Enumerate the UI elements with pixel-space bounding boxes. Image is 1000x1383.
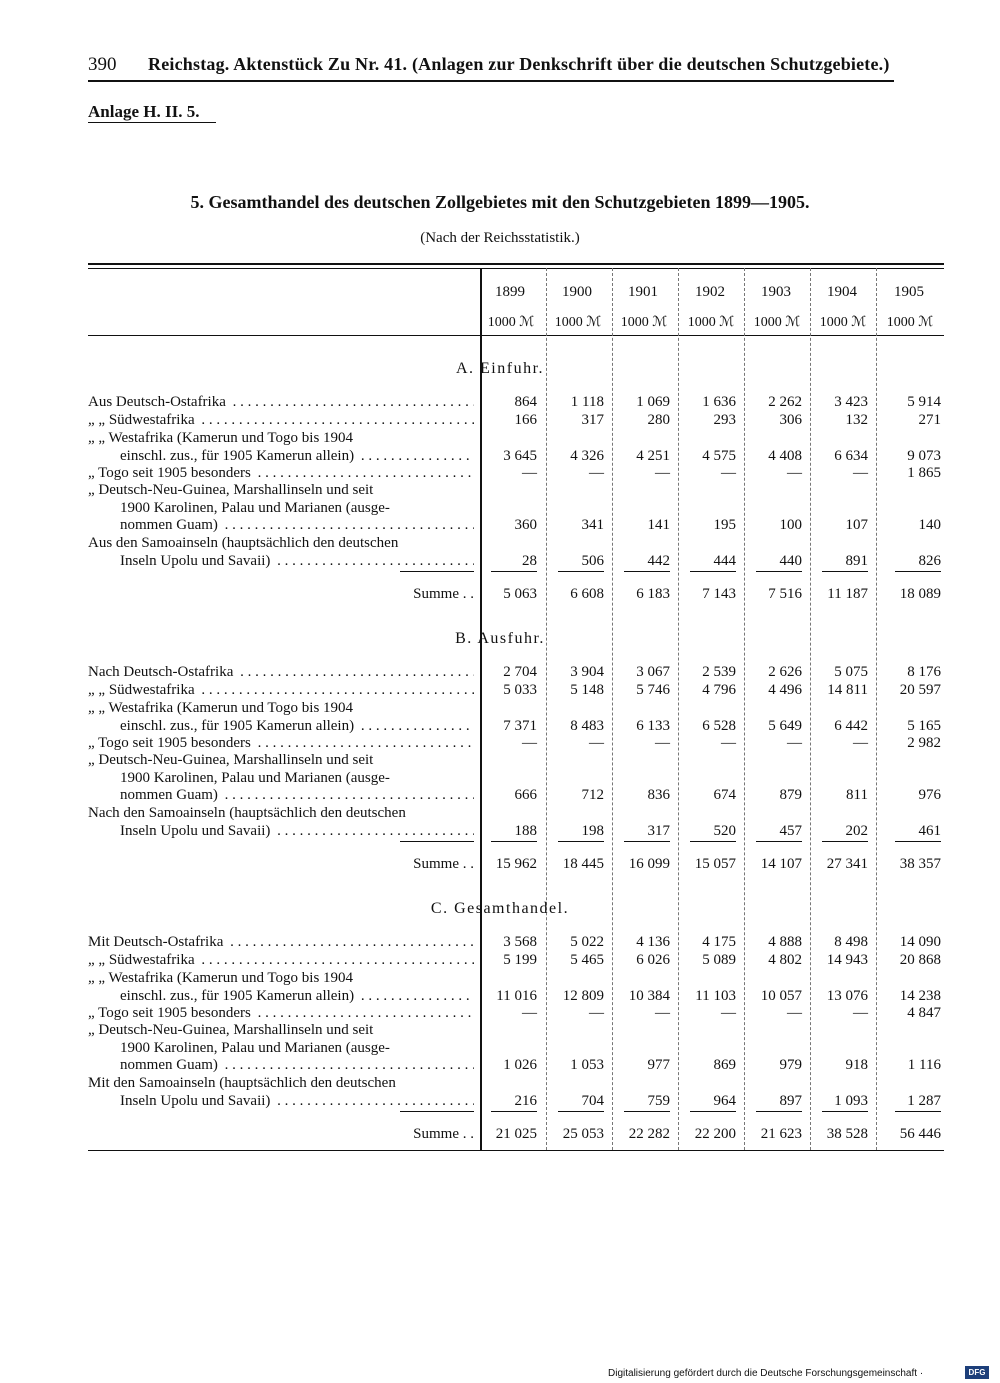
table-cell: 360 — [514, 517, 537, 533]
year-header: 1901 — [628, 284, 658, 300]
table-cell: 107 — [845, 517, 868, 533]
table-header-rule — [88, 335, 944, 336]
year-header: 1900 — [562, 284, 592, 300]
table-cell: — — [853, 1005, 868, 1021]
sum-rule — [558, 841, 604, 842]
table-cell: — — [721, 1005, 736, 1021]
table-cell: 759 — [647, 1092, 670, 1109]
table-cell: 712 — [581, 787, 604, 803]
table-cell: 4 796 — [702, 682, 736, 698]
table-cell: 444 — [713, 552, 736, 569]
table-cell: 4 847 — [907, 1005, 941, 1021]
unit-header: 1000 ℳ — [753, 315, 801, 330]
sum-rule — [822, 571, 868, 572]
row-label — [88, 1057, 474, 1075]
table-cell: 8 176 — [907, 664, 941, 680]
table-cell: 811 — [846, 787, 868, 803]
table-cell: 216 — [514, 1092, 537, 1109]
table-cell: — — [655, 465, 670, 481]
table-cell: 5 022 — [570, 934, 604, 950]
table-cell: 869 — [713, 1057, 736, 1073]
table-cell: 1 093 — [834, 1092, 868, 1109]
table-cell: 317 — [581, 412, 604, 428]
year-header: 1904 — [827, 284, 857, 300]
table-cell: 12 809 — [562, 987, 604, 1004]
unit-header: 1000 ℳ — [819, 315, 867, 330]
table-cell: 2 262 — [768, 394, 802, 410]
column-separator — [876, 268, 877, 1150]
sum-cell: 14 107 — [760, 856, 802, 872]
table-cell: 5 649 — [768, 717, 802, 734]
table-cell: 4 496 — [768, 682, 802, 698]
sum-rule — [690, 571, 736, 572]
table-cell: 6 133 — [636, 717, 670, 734]
table-cell: — — [853, 735, 868, 751]
table-cell: 280 — [647, 412, 670, 428]
table-cell: — — [522, 465, 537, 481]
table-cell: 166 — [514, 412, 537, 428]
table-top-rule — [88, 263, 944, 265]
table-cell: 271 — [918, 412, 941, 428]
row-label — [88, 553, 474, 571]
table-cell: 5 746 — [636, 682, 670, 698]
sum-rule — [491, 1111, 537, 1112]
row-label — [88, 752, 474, 770]
table-cell: 864 — [514, 394, 537, 410]
table-cell: 3 568 — [503, 934, 537, 950]
row-label — [88, 448, 474, 466]
sum-rule — [756, 571, 802, 572]
row-label — [88, 823, 474, 841]
sum-cell: 38 528 — [826, 1126, 868, 1142]
row-label-text: Aus Deutsch-Ostafrika — [88, 394, 229, 410]
annex-underline — [88, 122, 216, 123]
row-label-text: „ Togo seit 1905 besonders — [88, 465, 254, 481]
row-label — [88, 934, 474, 952]
sum-rule — [895, 571, 941, 572]
table-cell: — — [589, 1005, 604, 1021]
row-label — [88, 465, 474, 483]
header-rule — [88, 80, 894, 82]
sum-cell: 27 341 — [826, 856, 868, 872]
table-cell: 188 — [514, 822, 537, 839]
table-cell: 2 982 — [907, 735, 941, 751]
table-cell: 826 — [918, 552, 941, 569]
sum-rule — [491, 571, 537, 572]
section-title: A. Einfuhr. — [455, 360, 545, 377]
table-cell: 8 483 — [570, 717, 604, 734]
row-label — [88, 700, 474, 718]
table-cell: — — [522, 1005, 537, 1021]
table-top-rule-thin — [88, 268, 944, 269]
sum-cell: 18 445 — [562, 856, 604, 872]
table-cell: 5 465 — [570, 952, 604, 968]
unit-header: 1000 ℳ — [554, 315, 602, 330]
row-label-text: „ „ Südwestafrika — [88, 682, 198, 698]
table-cell: 891 — [845, 552, 868, 569]
table-cell: 306 — [779, 412, 802, 428]
table-cell: 3 645 — [503, 447, 537, 464]
row-label-text: nommen Guam) — [120, 517, 221, 533]
row-label — [88, 770, 474, 788]
table-cell: 4 802 — [768, 952, 802, 968]
table-cell: 4 251 — [636, 447, 670, 464]
sum-rule — [756, 1111, 802, 1112]
row-label — [88, 1040, 474, 1058]
row-label — [88, 1005, 474, 1023]
table-cell: 1 865 — [907, 465, 941, 481]
table-cell: 5 148 — [570, 682, 604, 698]
row-label-text: „ Togo seit 1905 besonders — [88, 1005, 254, 1021]
sum-rule — [895, 841, 941, 842]
table-cell: 5 165 — [907, 717, 941, 734]
row-label-text: „ „ Westafrika (Kamerun und Togo bis 1904 — [88, 430, 356, 446]
table-cell: 4 408 — [768, 447, 802, 464]
row-label-text: „ Deutsch-Neu-Guinea, Marshallinseln und seit — [88, 752, 376, 768]
sum-label: Summe . . — [413, 856, 474, 872]
table-cell: 1 118 — [570, 394, 604, 410]
row-label — [88, 988, 474, 1006]
row-label-text: Nach den Samoainseln (hauptsächlich den deutschen — [88, 805, 409, 821]
table-cell: 3 904 — [570, 664, 604, 680]
table-cell: 8 498 — [834, 934, 868, 950]
table-cell: — — [853, 465, 868, 481]
year-header: 1905 — [894, 284, 924, 300]
sum-cell: 15 057 — [694, 856, 736, 872]
table-cell: 140 — [918, 517, 941, 533]
year-header: 1899 — [495, 284, 525, 300]
row-label-text: Nach Deutsch-Ostafrika — [88, 664, 236, 680]
table-cell: 100 — [779, 517, 802, 533]
table-cell: 195 — [713, 517, 736, 533]
table-cell: 6 528 — [702, 717, 736, 734]
table-cell: 14 238 — [899, 987, 941, 1004]
sum-cell: 5 063 — [503, 586, 537, 602]
table-cell: 5 199 — [503, 952, 537, 968]
sum-cell: 6 608 — [570, 586, 604, 602]
year-header: 1902 — [695, 284, 725, 300]
table-cell: 1 636 — [702, 394, 736, 410]
row-label-text: „ „ Südwestafrika — [88, 952, 198, 968]
row-label-text: Inseln Upolu und Savaii) — [120, 553, 273, 569]
table-cell: 977 — [647, 1057, 670, 1073]
table-cell: 4 888 — [768, 934, 802, 950]
table-cell: 5 033 — [503, 682, 537, 698]
sum-rule — [400, 571, 474, 572]
row-label — [88, 718, 474, 736]
sum-rule — [491, 841, 537, 842]
table-cell: 11 016 — [496, 987, 537, 1004]
table-cell: 6 634 — [834, 447, 868, 464]
sum-label: Summe . . — [413, 586, 474, 602]
table-cell: 1 287 — [907, 1092, 941, 1109]
table-cell: 4 175 — [702, 934, 736, 950]
running-head: Reichstag. Aktenstück Zu Nr. 41. (Anlagen zur Denkschrift über die deutschen Schutzgebiete.) — [148, 54, 890, 74]
row-label-text: einschl. zus., für 1905 Kamerun allein) — [120, 988, 357, 1004]
sum-cell: 38 357 — [899, 856, 941, 872]
annex-label: Anlage H. II. 5. — [88, 102, 200, 121]
table-cell: 506 — [581, 552, 604, 569]
table-cell: 879 — [779, 787, 802, 803]
table-cell: 317 — [647, 822, 670, 839]
sum-cell: 25 053 — [562, 1126, 604, 1142]
sum-rule — [624, 841, 670, 842]
sum-cell: 22 282 — [628, 1126, 670, 1142]
table-cell: 141 — [647, 517, 670, 533]
sum-rule — [756, 841, 802, 842]
row-label-text: Aus den Samoainseln (hauptsächlich den deutschen — [88, 535, 401, 551]
row-label-text: „ „ Westafrika (Kamerun und Togo bis 1904 — [88, 700, 356, 716]
digitization-credit: Digitalisierung gefördert durch die Deutsche Forschungsgemeinschaft · — [608, 1368, 924, 1379]
table-cell: 674 — [713, 787, 736, 803]
table-cell: — — [787, 735, 802, 751]
sum-rule — [822, 841, 868, 842]
sum-rule — [895, 1111, 941, 1112]
table-cell: 6 026 — [636, 952, 670, 968]
table-cell: 964 — [713, 1092, 736, 1109]
table-cell: 20 868 — [899, 952, 941, 968]
row-label-text: „ „ Westafrika (Kamerun und Togo bis 1904 — [88, 970, 356, 986]
sum-rule — [624, 1111, 670, 1112]
row-label-text: „ Togo seit 1905 besonders — [88, 735, 254, 751]
table-cell: 202 — [845, 822, 868, 839]
section-title: C. Gesamthandel. — [430, 900, 570, 917]
sum-rule — [558, 571, 604, 572]
table-cell: 704 — [581, 1092, 604, 1109]
table-cell: 14 090 — [899, 934, 941, 950]
table-cell: — — [721, 735, 736, 751]
row-label-text: „ „ Südwestafrika — [88, 412, 198, 428]
table-cell: 13 076 — [826, 987, 868, 1004]
year-header: 1903 — [761, 284, 791, 300]
table-cell: — — [522, 735, 537, 751]
table-cell: — — [655, 1005, 670, 1021]
sum-cell: 22 200 — [694, 1126, 736, 1142]
table-title: 5. Gesamthandel des deutschen Zollgebietes mit den Schutzgebieten 1899—1905. — [190, 192, 810, 212]
row-label — [88, 430, 474, 448]
table-cell: 341 — [581, 517, 604, 533]
table-cell: — — [655, 735, 670, 751]
row-label — [88, 952, 474, 970]
table-cell: 28 — [522, 552, 537, 569]
row-label — [88, 664, 474, 682]
section-title: B. Ausfuhr. — [455, 630, 545, 647]
row-label — [88, 412, 474, 430]
sum-rule — [558, 1111, 604, 1112]
table-cell: 5 914 — [907, 394, 941, 410]
row-label-text: 1900 Karolinen, Palau und Marianen (ausge- — [120, 500, 393, 516]
table-cell: — — [721, 465, 736, 481]
sum-cell: 7 143 — [702, 586, 736, 602]
row-label — [88, 517, 474, 535]
table-cell: 5 089 — [702, 952, 736, 968]
table-cell: 2 704 — [503, 664, 537, 680]
row-label-text: 1900 Karolinen, Palau und Marianen (ausge- — [120, 1040, 393, 1056]
row-label-text: nommen Guam) — [120, 787, 221, 803]
row-label — [88, 1022, 474, 1040]
row-label-text: Mit Deutsch-Ostafrika — [88, 934, 226, 950]
row-label — [88, 735, 474, 753]
row-label-text: nommen Guam) — [120, 1057, 221, 1073]
sum-cell: 6 183 — [636, 586, 670, 602]
table-cell: 979 — [779, 1057, 802, 1073]
table-cell: 520 — [713, 822, 736, 839]
sum-cell: 56 446 — [899, 1126, 941, 1142]
sum-cell: 15 962 — [495, 856, 537, 872]
table-cell: 293 — [713, 412, 736, 428]
row-label-text: „ Deutsch-Neu-Guinea, Marshallinseln und seit — [88, 482, 376, 498]
table-cell: 4 136 — [636, 934, 670, 950]
table-cell: 836 — [647, 787, 670, 803]
row-label-text: einschl. zus., für 1905 Kamerun allein) — [120, 718, 357, 734]
sum-rule — [690, 841, 736, 842]
row-label — [88, 482, 474, 500]
table-cell: 1 069 — [636, 394, 670, 410]
sum-rule — [624, 571, 670, 572]
table-cell: 7 371 — [503, 717, 537, 734]
table-cell: 10 384 — [628, 987, 670, 1004]
sum-rule — [822, 1111, 868, 1112]
sum-rule — [400, 1111, 474, 1112]
table-cell: 1 116 — [907, 1057, 941, 1073]
table-cell: 457 — [779, 822, 802, 839]
table-cell: 666 — [514, 787, 537, 803]
table-cell: 442 — [647, 552, 670, 569]
table-cell: — — [589, 465, 604, 481]
table-cell: 3 423 — [834, 394, 868, 410]
table-cell: 2 539 — [702, 664, 736, 680]
table-cell: 14 943 — [826, 952, 868, 968]
table-cell: — — [787, 1005, 802, 1021]
table-cell: 132 — [845, 412, 868, 428]
table-cell: 976 — [918, 787, 941, 803]
table-cell: 2 626 — [768, 664, 802, 680]
sum-cell: 18 089 — [899, 586, 941, 602]
sum-cell: 21 025 — [495, 1126, 537, 1142]
table-cell: 1 053 — [570, 1057, 604, 1073]
row-label-text: „ Deutsch-Neu-Guinea, Marshallinseln und seit — [88, 1022, 376, 1038]
sum-label: Summe . . — [413, 1126, 474, 1142]
row-label — [88, 1093, 474, 1111]
sum-cell: 16 099 — [628, 856, 670, 872]
unit-header: 1000 ℳ — [487, 315, 535, 330]
sum-cell: 7 516 — [768, 586, 802, 602]
row-label-text: Inseln Upolu und Savaii) — [120, 823, 273, 839]
table-cell: — — [589, 735, 604, 751]
unit-header: 1000 ℳ — [886, 315, 934, 330]
page-number: 390 — [88, 54, 117, 75]
sum-cell: 21 623 — [760, 1126, 802, 1142]
table-subtitle: (Nach der Reichsstatistik.) — [420, 230, 580, 246]
unit-header: 1000 ℳ — [687, 315, 735, 330]
row-label — [88, 1075, 474, 1093]
unit-header: 1000 ℳ — [620, 315, 668, 330]
row-label — [88, 682, 474, 700]
table-cell: 3 067 — [636, 664, 670, 680]
table-cell: 897 — [779, 1092, 802, 1109]
dfg-logo: DFG — [965, 1366, 989, 1379]
sum-rule — [690, 1111, 736, 1112]
table-cell: 20 597 — [899, 682, 941, 698]
sum-cell: 11 187 — [827, 586, 868, 602]
row-label-text: einschl. zus., für 1905 Kamerun allein) — [120, 448, 357, 464]
row-label — [88, 535, 474, 553]
row-label — [88, 970, 474, 988]
table-cell: 6 442 — [834, 717, 868, 734]
row-label — [88, 394, 474, 412]
table-cell: 918 — [845, 1057, 868, 1073]
table-cell: 11 103 — [695, 987, 736, 1004]
table-cell: 5 075 — [834, 664, 868, 680]
row-label-text: 1900 Karolinen, Palau und Marianen (ausge- — [120, 770, 393, 786]
row-label — [88, 500, 474, 518]
table-cell: 4 575 — [702, 447, 736, 464]
sum-rule — [400, 841, 474, 842]
table-cell: 461 — [918, 822, 941, 839]
table-cell: — — [787, 465, 802, 481]
row-label — [88, 805, 474, 823]
row-label-text: Inseln Upolu und Savaii) — [120, 1093, 273, 1109]
table-cell: 10 057 — [760, 987, 802, 1004]
table-cell: 14 811 — [827, 682, 868, 698]
table-bottom-rule — [88, 1150, 944, 1151]
row-label — [88, 787, 474, 805]
table-cell: 4 326 — [570, 447, 604, 464]
row-label-text: Mit den Samoainseln (hauptsächlich den deutschen — [88, 1075, 399, 1091]
table-cell: 1 026 — [503, 1057, 537, 1073]
table-cell: 198 — [581, 822, 604, 839]
table-cell: 9 073 — [907, 447, 941, 464]
table-cell: 440 — [779, 552, 802, 569]
